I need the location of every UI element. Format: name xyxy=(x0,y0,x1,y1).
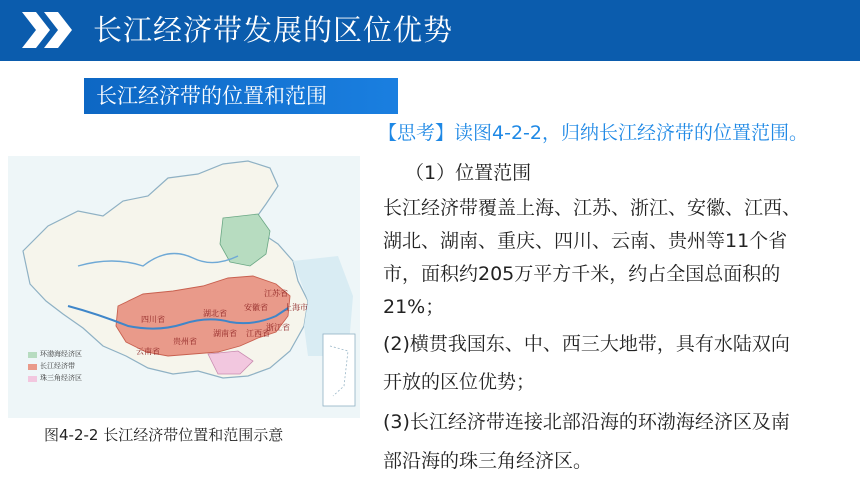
province-label: 四川省 xyxy=(141,315,165,324)
province-label: 安徽省 xyxy=(244,303,268,312)
province-label: 上海市 xyxy=(284,303,308,312)
content-line: 部沿海的珠三角经济区。 xyxy=(383,450,593,472)
province-label: 湖南省 xyxy=(213,329,237,338)
legend-label: 珠三角经济区 xyxy=(40,374,82,382)
double-chevron-icon xyxy=(20,10,74,50)
content-line: 湖北、湖南、重庆、四川、云南、贵州等11个省 xyxy=(383,230,788,252)
province-label: 湖北省 xyxy=(203,309,227,318)
map-caption: 图4-2-2 长江经济带位置和范围示意 xyxy=(44,426,284,444)
province-label: 浙江省 xyxy=(266,323,290,332)
content-line: 21%； xyxy=(383,296,445,318)
map-legend xyxy=(28,352,37,382)
think-text: 读图4-2-2，归纳长江经济带的位置范围。 xyxy=(454,122,808,144)
china-map xyxy=(8,156,360,418)
header-bar xyxy=(0,0,860,61)
section-label-box xyxy=(84,78,398,114)
province-label: 云南省 xyxy=(136,347,160,356)
province-label: 贵州省 xyxy=(173,337,197,346)
legend-label: 长江经济带 xyxy=(40,362,75,370)
legend-label: 环渤海经济区 xyxy=(40,350,82,358)
page-title: 长江经济带发展的区位优势 xyxy=(93,13,454,47)
content-line: 市，面积约205万平方千米，约占全国总面积的 xyxy=(383,263,781,285)
section-label: 长江经济带的位置和范围 xyxy=(96,84,327,108)
province-label: 江西省 xyxy=(246,329,270,338)
content-line: (2)横贯我国东、中、西三大地带，具有水陆双向 xyxy=(383,333,790,355)
content-line: 开放的区位优势； xyxy=(383,371,536,393)
province-label: 江苏省 xyxy=(264,289,288,298)
think-tag: 【思考】 xyxy=(378,122,455,144)
content-line: （1）位置范围 xyxy=(405,162,532,184)
content-line: (3)长江经济带连接北部沿海的环渤海经济区及南 xyxy=(383,411,790,433)
content-line: 长江经济带覆盖上海、江苏、浙江、安徽、江西、 xyxy=(383,197,802,219)
think-prompt xyxy=(378,118,808,148)
